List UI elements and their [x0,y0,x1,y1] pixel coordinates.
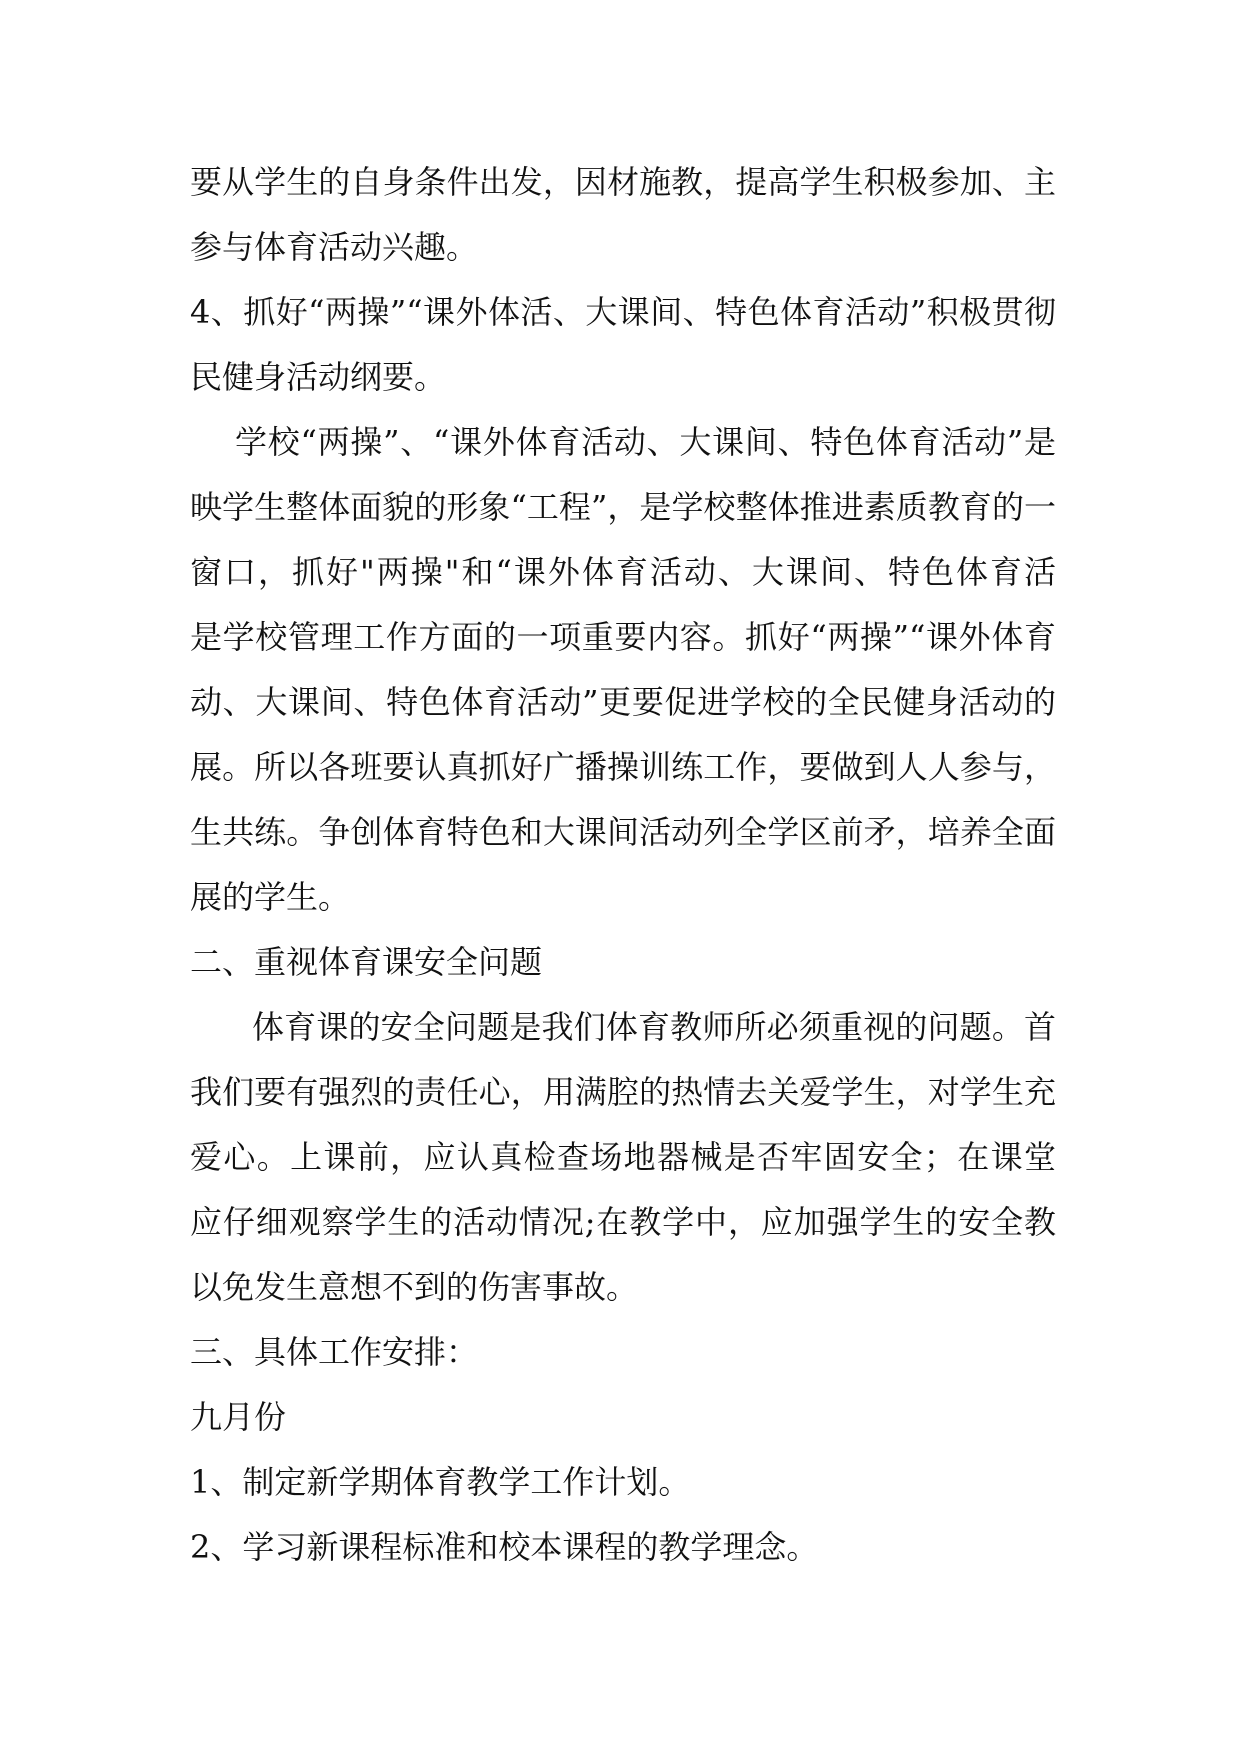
paragraph-line: 展的学生。 [190,878,351,916]
paragraph-line: 以免发生意想不到的伤害事故。 [190,1268,639,1306]
paragraph-line: 我们要有强烈的责任心，用满腔的热情去关爱学生，对学生充 [190,1073,1056,1111]
paragraph-line: 动、大课间、特色体育活动”更要促进学校的全民健身活动的 [190,683,1056,721]
paragraph-line: 学校“两操”、“课外体育活动、大课间、特色体育活动”是 [235,423,1056,461]
subsection-heading: 九月份 [190,1398,287,1436]
paragraph-line: 是学校管理工作方面的一项重要内容。抓好“两操”“课外体育 [190,618,1056,656]
section-heading: 二、重视体育课安全问题 [190,943,543,981]
section-heading: 三、具体工作安排： [190,1333,479,1371]
paragraph-line: 窗口，抓好"两操"和“课外体育活动、大课间、特色体育活 [190,553,1056,591]
paragraph-line: 要从学生的自身条件出发，因材施教，提高学生积极参加、主 [190,163,1056,201]
paragraph-line: 爱心。上课前，应认真检查场地器械是否牢固安全；在课堂 [190,1138,1056,1176]
paragraph-line: 应仔细观察学生的活动情况;在教学中，应加强学生的安全教 [190,1203,1056,1241]
paragraph-line: 生共练。争创体育特色和大课间活动列全学区前矛，培养全面 [190,813,1056,851]
paragraph-line: 体育课的安全问题是我们体育教师所必须重视的问题。首 [252,1008,1056,1046]
paragraph-line: 展。所以各班要认真抓好广播操训练工作，要做到人人参与， [190,748,1056,786]
list-item-line: 民健身活动纲要。 [190,358,447,396]
document-body [190,150,1056,1580]
list-item-line: 4、抓好“两操”“课外体活、大课间、特色体育活动”积极贯彻 [190,293,1056,331]
list-item-line: 1、制定新学期体育教学工作计划。 [190,1463,691,1501]
paragraph-line: 参与体育活动兴趣。 [190,228,479,266]
list-item-line: 2、学习新课程标准和校本课程的教学理念。 [190,1528,819,1566]
paragraph-line: 映学生整体面貌的形象“工程”，是学校整体推进素质教育的一 [190,488,1056,526]
